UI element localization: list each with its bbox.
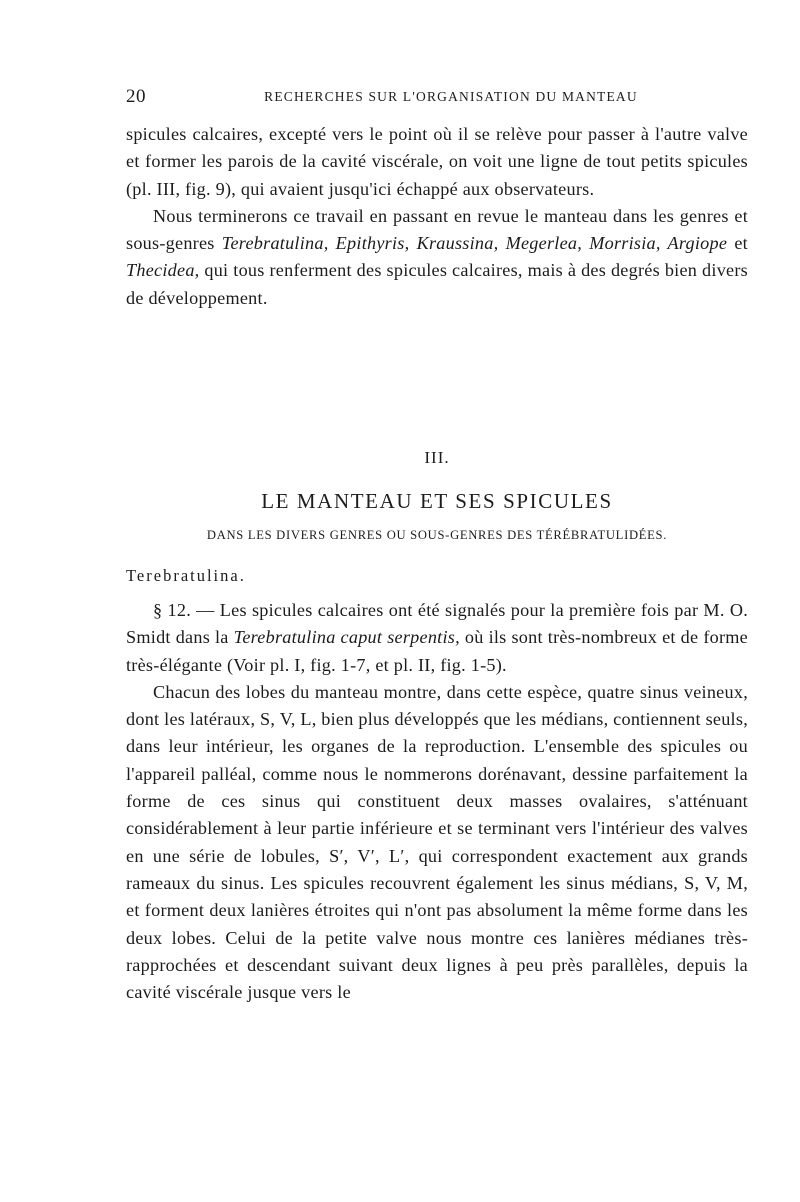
paragraph-12: [126, 597, 748, 679]
section-number: III.: [424, 448, 450, 467]
conclusion-text-2: et: [727, 233, 748, 254]
page-header: [126, 86, 746, 110]
conclusion-text-3: qui tous renferment des spicules calcaires, mais à des degrés bien divers de développement.: [126, 260, 748, 308]
conclusion-text-1: Nous terminerons ce travail en passant en revue le manteau dans les genres et sous-genres: [126, 205, 748, 254]
running-head: RECHERCHES SUR L'ORGANISATION DU MANTEAU: [264, 89, 638, 104]
genus-heading: Terebratulina.: [126, 566, 246, 585]
genera-list: Terebratulina, Epithyris, Kraussina, Megerlea, Morrisia, Argiope: [221, 233, 728, 254]
genus-thecidea: Thecidea,: [126, 260, 200, 281]
section-title: LE MANTEAU ET SES SPICULES: [261, 489, 613, 513]
intro-text: [126, 121, 748, 312]
paragraph-12-text-2: où ils sont très-nombreux et de forme très-élégante (Voir pl. I, fig. 1-7, et pl. II, fig. 1-5).: [126, 627, 748, 675]
paragraph-lobes: Chacun des lobes du manteau montre, dans cette espèce, quatre sinus veineux, dont les latéraux, S, V, L, bien plus développés que les médians, contiennent seuls, dans leur intérieur, les organes de la reproduction. L'ensemble des spicules ou l'appareil palléal, comme nous le nommerons dorénavant, dessine parfaitement la forme de ces sinus qui constituent deux masses ovalaires, s'atténuant considérablement à leur partie inférieure et se terminant vers l'intérieur des valves en une série de lobules, S′, V′, L′, qui correspondent exactement aux grands rameaux du sinus. Les spicules recouvrent également les sinus médians, S, V, M, et forment deux lanières étroites qui n'ont pas absolument la même forme dans les deux lobes. Celui de la petite valve nous montre ces lanières médianes très-rapprochées et descendant suivant deux lignes à peu près parallèles, depuis la cavité viscérale jusque vers le: [126, 681, 748, 1003]
paragraph-12-text-1: § 12. — Les spicules calcaires ont été signalés pour la première fois par M. O. Smidt dans la: [126, 600, 748, 648]
section-subtitle: DANS LES DIVERS GENRES OU SOUS-GENRES DES TÉRÉBRATULIDÉES.: [206, 528, 668, 542]
species-name: Terebratulina caput serpentis,: [233, 627, 460, 648]
section-body: [126, 597, 748, 1006]
paragraph-conclusion: [126, 203, 748, 312]
paragraph-continuation: spicules calcaires, excepté vers le point où il se relève pour passer à l'autre valve et former les parois de la cavité viscérale, on voit une ligne de tout petits spicules (pl. III, fig. 9), qui avaient jusqu'ici échappé aux observateurs.: [126, 124, 748, 199]
page-number: 20: [126, 86, 146, 107]
